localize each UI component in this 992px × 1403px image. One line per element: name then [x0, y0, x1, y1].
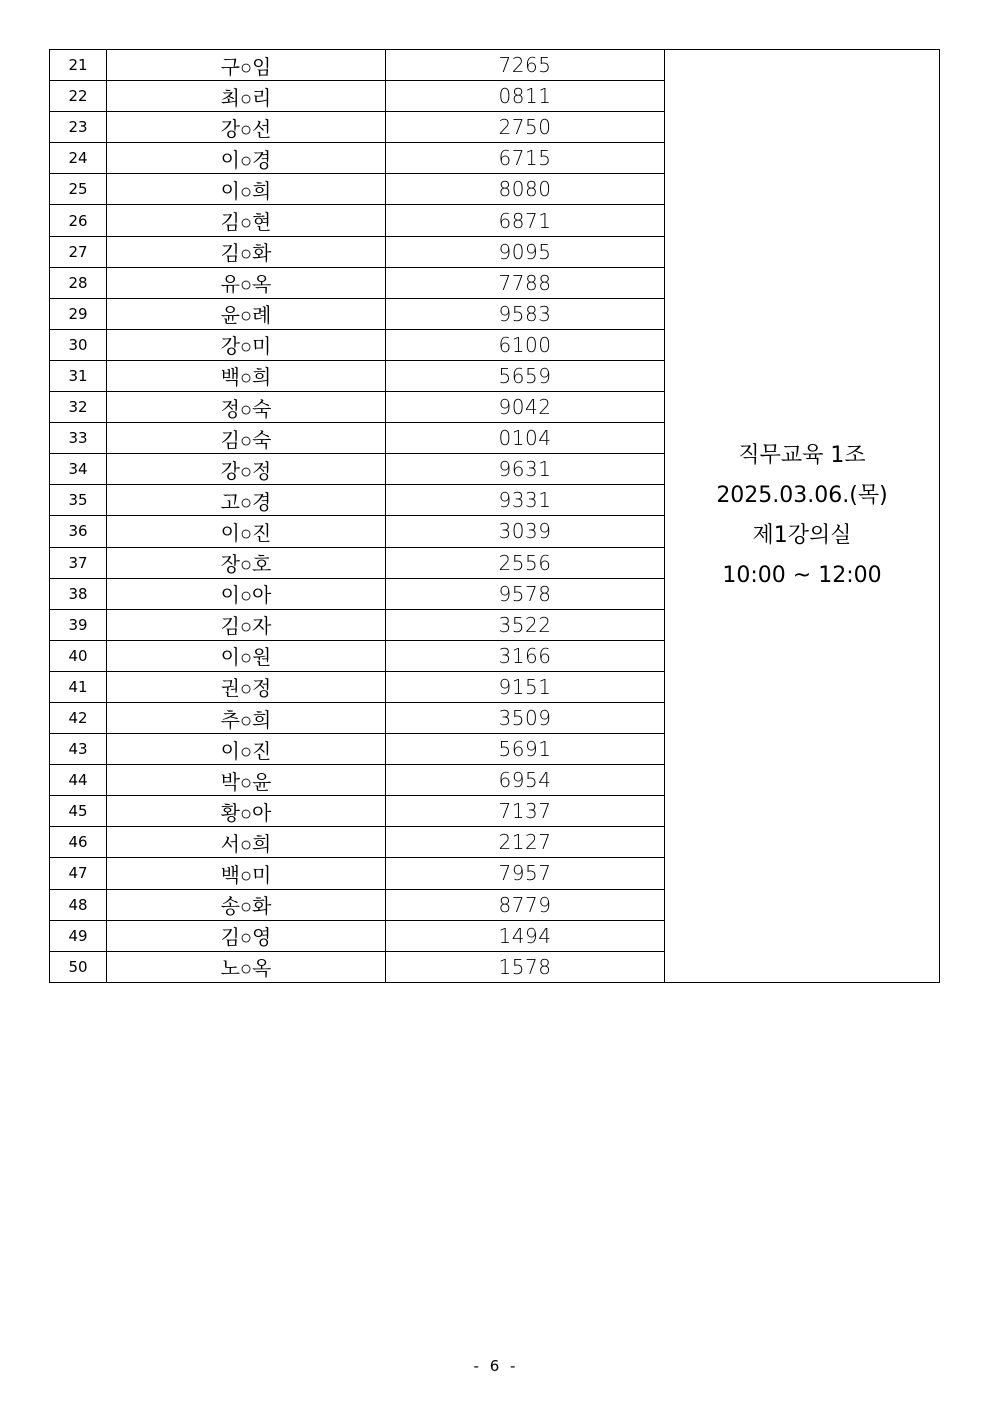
name-cell: 강○선 [107, 112, 386, 143]
row-number-cell: 43 [50, 734, 107, 765]
name-cell: 유○옥 [107, 267, 386, 298]
name-cell: 김○자 [107, 609, 386, 640]
code-cell: 7788 [386, 267, 665, 298]
code-cell: 7957 [386, 858, 665, 889]
row-number-cell: 23 [50, 112, 107, 143]
row-number-cell: 26 [50, 205, 107, 236]
row-number-cell: 47 [50, 858, 107, 889]
name-cell: 강○정 [107, 454, 386, 485]
name-cell: 이○진 [107, 734, 386, 765]
session-date: 2025.03.06.(목) [716, 482, 888, 508]
code-cell: 6715 [386, 143, 665, 174]
row-number-cell: 24 [50, 143, 107, 174]
code-cell: 3039 [386, 516, 665, 547]
code-cell: 6954 [386, 765, 665, 796]
code-cell: 6100 [386, 329, 665, 360]
row-number-cell: 46 [50, 827, 107, 858]
roster-table-body [50, 50, 940, 983]
code-cell: 8779 [386, 889, 665, 920]
session-room: 제1강의실 [752, 522, 852, 548]
code-cell: 1578 [386, 951, 665, 982]
row-number-cell: 22 [50, 81, 107, 112]
code-cell: 5659 [386, 360, 665, 391]
row-number-cell: 40 [50, 640, 107, 671]
row-number-cell: 33 [50, 423, 107, 454]
name-cell: 노○옥 [107, 951, 386, 982]
row-number-cell: 35 [50, 485, 107, 516]
name-cell: 이○희 [107, 174, 386, 205]
row-number-cell: 34 [50, 454, 107, 485]
name-cell: 박○윤 [107, 765, 386, 796]
row-number-cell: 31 [50, 360, 107, 391]
row-number-cell: 30 [50, 329, 107, 360]
name-cell: 이○경 [107, 143, 386, 174]
code-cell: 1494 [386, 920, 665, 951]
session-time: 10:00 ~ 12:00 [722, 562, 882, 588]
code-cell: 9583 [386, 298, 665, 329]
page-number: - 6 - [473, 1357, 519, 1375]
code-cell: 8080 [386, 174, 665, 205]
name-cell: 윤○례 [107, 298, 386, 329]
name-cell: 김○현 [107, 205, 386, 236]
code-cell: 9151 [386, 671, 665, 702]
code-cell: 0811 [386, 81, 665, 112]
name-cell: 백○희 [107, 360, 386, 391]
code-cell: 9095 [386, 236, 665, 267]
name-cell: 구○임 [107, 50, 386, 81]
name-cell: 서○희 [107, 827, 386, 858]
name-cell: 강○미 [107, 329, 386, 360]
name-cell: 최○리 [107, 81, 386, 112]
roster-table [49, 49, 940, 983]
code-cell: 2127 [386, 827, 665, 858]
name-cell: 이○아 [107, 578, 386, 609]
name-cell: 고○경 [107, 485, 386, 516]
row-number-cell: 29 [50, 298, 107, 329]
code-cell: 3166 [386, 640, 665, 671]
row-number-cell: 48 [50, 889, 107, 920]
row-number-cell: 39 [50, 609, 107, 640]
row-number-cell: 25 [50, 174, 107, 205]
row-number-cell: 27 [50, 236, 107, 267]
code-cell: 2750 [386, 112, 665, 143]
name-cell: 추○희 [107, 702, 386, 733]
code-cell: 6871 [386, 205, 665, 236]
name-cell: 백○미 [107, 858, 386, 889]
code-cell: 3509 [386, 702, 665, 733]
row-number-cell: 42 [50, 702, 107, 733]
name-cell: 장○호 [107, 547, 386, 578]
name-cell: 이○원 [107, 640, 386, 671]
row-number-cell: 44 [50, 765, 107, 796]
row-number-cell: 28 [50, 267, 107, 298]
code-cell: 9631 [386, 454, 665, 485]
name-cell: 김○화 [107, 236, 386, 267]
code-cell: 3522 [386, 609, 665, 640]
session-info-cell [665, 50, 940, 983]
row-number-cell: 50 [50, 951, 107, 982]
row-number-cell: 49 [50, 920, 107, 951]
code-cell: 9578 [386, 578, 665, 609]
name-cell: 권○정 [107, 671, 386, 702]
name-cell: 정○숙 [107, 392, 386, 423]
code-cell: 2556 [386, 547, 665, 578]
name-cell: 송○화 [107, 889, 386, 920]
code-cell: 7265 [386, 50, 665, 81]
code-cell: 0104 [386, 423, 665, 454]
row-number-cell: 36 [50, 516, 107, 547]
name-cell: 김○숙 [107, 423, 386, 454]
row-number-cell: 45 [50, 796, 107, 827]
table-row [50, 50, 940, 81]
code-cell: 9042 [386, 392, 665, 423]
row-number-cell: 37 [50, 547, 107, 578]
session-group-label: 직무교육 1조 [738, 442, 866, 468]
code-cell: 9331 [386, 485, 665, 516]
name-cell: 이○진 [107, 516, 386, 547]
row-number-cell: 32 [50, 392, 107, 423]
row-number-cell: 21 [50, 50, 107, 81]
code-cell: 5691 [386, 734, 665, 765]
code-cell: 7137 [386, 796, 665, 827]
row-number-cell: 41 [50, 671, 107, 702]
row-number-cell: 38 [50, 578, 107, 609]
name-cell: 황○아 [107, 796, 386, 827]
name-cell: 김○영 [107, 920, 386, 951]
